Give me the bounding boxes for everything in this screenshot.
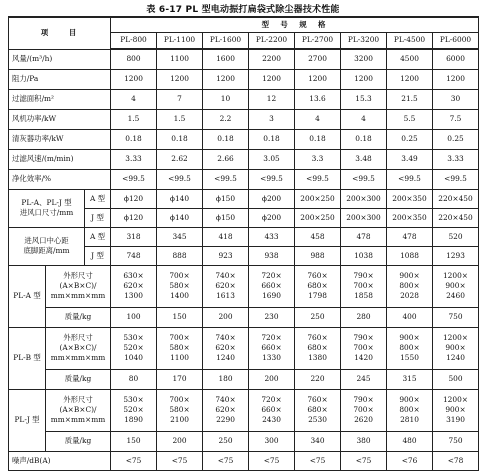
row-label: 风量/(m³/h): [9, 49, 111, 69]
dim-b: 660×: [261, 343, 282, 352]
dim-cell: [249, 327, 295, 369]
cell: 21.5: [387, 89, 433, 109]
cell: 1038: [341, 246, 387, 265]
dim-a: 530×: [123, 395, 144, 404]
dim-cell: [111, 389, 157, 431]
dim-cell: [111, 327, 157, 369]
dim-cell: [203, 327, 249, 369]
cell: 4: [111, 89, 157, 109]
cell: <78: [433, 451, 479, 470]
cell: 1200: [387, 69, 433, 89]
cell: 180: [203, 369, 249, 389]
cell: ϕ200: [249, 208, 295, 227]
dim-b: 700×: [353, 281, 374, 290]
table-row: [9, 169, 479, 189]
dim-a: 900×: [399, 395, 420, 404]
cell: 4: [341, 109, 387, 129]
table-row: [9, 327, 479, 369]
table-row: [9, 369, 479, 389]
dim-cell: [387, 327, 433, 369]
dim-cell: [157, 265, 203, 307]
cell: 250: [203, 431, 249, 451]
model-block-label: PL-J 型: [9, 389, 46, 451]
cell: ϕ200: [249, 189, 295, 208]
cell: 1200: [203, 69, 249, 89]
dim-label-line: (A×B×C)/: [59, 343, 97, 352]
item-header: 项 目: [9, 17, 111, 49]
table-row: [9, 389, 479, 431]
cell: 3.33: [433, 149, 479, 169]
cell: 318: [111, 227, 157, 246]
cell: 220×450: [433, 208, 479, 227]
dim-c: 2290: [216, 415, 235, 424]
dim-b: 660×: [261, 281, 282, 290]
cell: 2700: [295, 49, 341, 69]
dim-b: 620×: [215, 405, 236, 414]
dim-b: 660×: [261, 405, 282, 414]
cell: 200×300: [341, 208, 387, 227]
cell: 3.3: [295, 149, 341, 169]
cell: 2200: [249, 49, 295, 69]
dim-c: 1240: [216, 353, 235, 362]
cell: 15.3: [341, 89, 387, 109]
dim-c: 3190: [446, 415, 465, 424]
cell: 5.5: [387, 109, 433, 129]
dim-c: 1798: [308, 291, 327, 300]
dim-b: 620×: [215, 343, 236, 352]
model-header: PL-2700: [295, 32, 341, 49]
dim-c: 2460: [446, 291, 465, 300]
spec-table: [8, 16, 479, 471]
cell: 3.33: [111, 149, 157, 169]
dim-c: 1040: [124, 353, 143, 362]
dim-cell: [341, 265, 387, 307]
dim-label: [46, 327, 111, 369]
dim-c: 2028: [400, 291, 419, 300]
cell: 315: [387, 369, 433, 389]
model-header: PL-1600: [203, 32, 249, 49]
dim-b: 580×: [169, 281, 190, 290]
model-header: PL-2200: [249, 32, 295, 49]
cell: 80: [111, 369, 157, 389]
table-row: [9, 109, 479, 129]
dim-a: 760×: [307, 271, 328, 280]
cell: <99.5: [157, 169, 203, 189]
table-row: [9, 189, 479, 208]
dim-cell: [433, 265, 479, 307]
table-row: [9, 49, 479, 69]
dim-cell: [203, 265, 249, 307]
cell: <99.5: [433, 169, 479, 189]
cell: 4: [295, 109, 341, 129]
cell: 220×450: [433, 189, 479, 208]
row-label: 净化效率/%: [9, 169, 111, 189]
cell: 200: [157, 431, 203, 451]
dim-c: 1890: [124, 415, 143, 424]
table-row: [9, 149, 479, 169]
dim-c: 2620: [354, 415, 373, 424]
cell: 500: [433, 369, 479, 389]
cell: 4500: [387, 49, 433, 69]
dim-cell: [387, 265, 433, 307]
dim-b: 620×: [215, 281, 236, 290]
cell: 2.2: [203, 109, 249, 129]
cell: 150: [157, 307, 203, 327]
dim-b: 680×: [307, 405, 328, 414]
dim-a: 700×: [169, 271, 190, 280]
dim-cell: [203, 389, 249, 431]
cell: 1200: [341, 69, 387, 89]
cell: 200×350: [387, 189, 433, 208]
cell: 3200: [341, 49, 387, 69]
dim-c: 2530: [308, 415, 327, 424]
dim-cell: [433, 327, 479, 369]
cell: ϕ150: [203, 208, 249, 227]
model-block-label: PL-B 型: [9, 327, 46, 389]
dim-a: 790×: [353, 333, 374, 342]
cell: 2.62: [157, 149, 203, 169]
cell: 13.6: [295, 89, 341, 109]
cell: 200×250: [295, 189, 341, 208]
dim-a: 900×: [399, 271, 420, 280]
cell: <75: [111, 451, 157, 470]
dim-cell: [249, 265, 295, 307]
inlet-size-label-1: PL-A、PL-J 型: [21, 198, 72, 207]
table-row: [9, 451, 479, 470]
cell: 1088: [387, 246, 433, 265]
model-block-label: PL-A 型: [9, 265, 46, 327]
dim-b: 900×: [445, 343, 466, 352]
dim-b: 900×: [445, 405, 466, 414]
dim-cell: [111, 265, 157, 307]
dim-a: 790×: [353, 395, 374, 404]
row-label: 风机功率/kW: [9, 109, 111, 129]
dim-cell: [295, 327, 341, 369]
cell: 800: [111, 49, 157, 69]
table-row: [9, 129, 479, 149]
cell: 478: [341, 227, 387, 246]
dim-cell: [433, 389, 479, 431]
cell: 3.05: [249, 149, 295, 169]
cell: 0.18: [111, 129, 157, 149]
cell: 300: [249, 431, 295, 451]
cell: 200: [249, 369, 295, 389]
cell: ϕ140: [157, 208, 203, 227]
cell: 0.18: [157, 129, 203, 149]
cell: 340: [295, 431, 341, 451]
cell: ϕ140: [157, 189, 203, 208]
dim-label-line: (A×B×C)/: [59, 281, 97, 290]
dim-c: 1380: [308, 353, 327, 362]
dim-c: 1613: [216, 291, 235, 300]
cell: 100: [111, 307, 157, 327]
cell: <99.5: [341, 169, 387, 189]
dim-b: 520×: [123, 343, 144, 352]
cell: 3: [249, 109, 295, 129]
cell: 12: [249, 89, 295, 109]
cell: 200×350: [387, 208, 433, 227]
table-row: [9, 307, 479, 327]
dim-c: 1330: [262, 353, 281, 362]
cell: 1.5: [111, 109, 157, 129]
model-header: PL-800: [111, 32, 157, 49]
dim-c: 2100: [170, 415, 189, 424]
cell: 7: [157, 89, 203, 109]
cell: 1100: [157, 49, 203, 69]
dim-c: 1300: [124, 291, 143, 300]
dim-a: 740×: [215, 333, 236, 342]
cell: <75: [341, 451, 387, 470]
row-label: 过滤面积/m²: [9, 89, 111, 109]
row-label: 清灰器功率/kW: [9, 129, 111, 149]
dim-label-line: mm×mm×mm: [50, 291, 106, 300]
dim-a: 720×: [261, 271, 282, 280]
cell: 0.18: [203, 129, 249, 149]
dim-label-line: mm×mm×mm: [50, 415, 106, 424]
cell: 345: [157, 227, 203, 246]
dim-b: 620×: [123, 281, 144, 290]
cell: 30: [433, 89, 479, 109]
cell: <75: [157, 451, 203, 470]
cell: 1200: [433, 69, 479, 89]
type-label: A 型: [85, 227, 111, 246]
type-label: A 型: [85, 189, 111, 208]
cell: 220: [295, 369, 341, 389]
dim-c: 1240: [446, 353, 465, 362]
cell: 480: [387, 431, 433, 451]
cell: 380: [341, 431, 387, 451]
cell: 520: [433, 227, 479, 246]
cell: 888: [157, 246, 203, 265]
dim-a: 760×: [307, 395, 328, 404]
cell: 3.49: [387, 149, 433, 169]
dim-b: 580×: [169, 405, 190, 414]
dim-b: 580×: [169, 343, 190, 352]
cell: 1200: [111, 69, 157, 89]
cell: 200×250: [295, 208, 341, 227]
dim-a: 630×: [123, 271, 144, 280]
cell: 1600: [203, 49, 249, 69]
cell: 1200: [295, 69, 341, 89]
cell: 1293: [433, 246, 479, 265]
cell: 250: [295, 307, 341, 327]
dim-a: 700×: [169, 395, 190, 404]
cell: <76: [387, 451, 433, 470]
table-row: [9, 431, 479, 451]
dim-label: [46, 389, 111, 431]
cell: 2.66: [203, 149, 249, 169]
table-row: [9, 265, 479, 307]
row-label: 阻力/Pa: [9, 69, 111, 89]
dim-b: 680×: [307, 343, 328, 352]
model-header: PL-1100: [157, 32, 203, 49]
cell: 150: [111, 431, 157, 451]
cell: 418: [203, 227, 249, 246]
dim-b: 520×: [123, 405, 144, 414]
dim-cell: [157, 389, 203, 431]
cell: 750: [433, 431, 479, 451]
dim-cell: [295, 389, 341, 431]
dim-c: 1690: [262, 291, 281, 300]
dim-c: 1420: [354, 353, 373, 362]
row-label: [9, 227, 85, 265]
cell: 748: [111, 246, 157, 265]
dim-label-line: (A×B×C)/: [59, 405, 97, 414]
cell: 400: [387, 307, 433, 327]
dim-label-line: mm×mm×mm: [50, 353, 106, 362]
cell: 0.25: [387, 129, 433, 149]
mass-label: 质量/kg: [46, 369, 111, 389]
model-header: PL-3200: [341, 32, 387, 49]
dim-b: 700×: [353, 405, 374, 414]
dim-b: 900×: [445, 281, 466, 290]
cell: <99.5: [111, 169, 157, 189]
dim-cell: [295, 265, 341, 307]
cell: <75: [295, 451, 341, 470]
dim-a: 530×: [123, 333, 144, 342]
dim-label-line: 外形尺寸: [63, 271, 93, 280]
cell: 478: [387, 227, 433, 246]
table-row: [9, 89, 479, 109]
inlet-size-label-2: 进风口尺寸/mm: [19, 208, 74, 217]
row-label: 噪声/dB(A): [9, 451, 111, 470]
dim-cell: [249, 389, 295, 431]
dim-b: 800×: [399, 281, 420, 290]
cell: 0.25: [433, 129, 479, 149]
dim-a: 720×: [261, 333, 282, 342]
cell: 458: [295, 227, 341, 246]
dim-b: 700×: [353, 343, 374, 352]
inlet-height-label-1: 进风口中心距: [24, 236, 69, 245]
dim-b: 800×: [399, 343, 420, 352]
dim-a: 760×: [307, 333, 328, 342]
dim-label-line: 外形尺寸: [63, 395, 93, 404]
dim-a: 1200×: [442, 395, 468, 404]
cell: <75: [203, 451, 249, 470]
cell: ϕ150: [203, 189, 249, 208]
mass-label: 质量/kg: [46, 307, 111, 327]
type-label: J 型: [85, 246, 111, 265]
cell: <99.5: [387, 169, 433, 189]
cell: 200×300: [341, 189, 387, 208]
mass-label: 质量/kg: [46, 431, 111, 451]
cell: 10: [203, 89, 249, 109]
cell: 0.18: [295, 129, 341, 149]
cell: 6000: [433, 49, 479, 69]
cell: 750: [433, 307, 479, 327]
cell: 0.18: [341, 129, 387, 149]
dim-a: 700×: [169, 333, 190, 342]
type-label: J 型: [85, 208, 111, 227]
cell: 200: [203, 307, 249, 327]
cell: 0.18: [249, 129, 295, 149]
cell: 230: [249, 307, 295, 327]
dim-label-line: 外形尺寸: [63, 333, 93, 342]
dim-c: 2810: [400, 415, 419, 424]
cell: 988: [295, 246, 341, 265]
cell: <99.5: [249, 169, 295, 189]
inlet-height-label-2: 底脚距离/mm: [23, 246, 70, 255]
dim-a: 740×: [215, 271, 236, 280]
table-title: 表 6-17 PL 型电动振打扁袋式除尘器技术性能: [146, 5, 340, 15]
dim-cell: [341, 389, 387, 431]
cell: 3.48: [341, 149, 387, 169]
table-row: [9, 227, 479, 246]
cell: <75: [249, 451, 295, 470]
dim-a: 720×: [261, 395, 282, 404]
cell: 170: [157, 369, 203, 389]
cell: 923: [203, 246, 249, 265]
dim-cell: [387, 389, 433, 431]
row-label: 过滤风速/(m/min): [9, 149, 111, 169]
cell: <99.5: [295, 169, 341, 189]
cell: 938: [249, 246, 295, 265]
dim-a: 1200×: [442, 271, 468, 280]
cell: 433: [249, 227, 295, 246]
dim-cell: [341, 327, 387, 369]
cell: 1200: [249, 69, 295, 89]
dim-b: 680×: [307, 281, 328, 290]
cell: ϕ120: [111, 189, 157, 208]
dim-c: 1400: [170, 291, 189, 300]
cell: 245: [341, 369, 387, 389]
dim-a: 790×: [353, 271, 374, 280]
cell: <99.5: [203, 169, 249, 189]
cell: 1200: [157, 69, 203, 89]
dim-c: 1100: [170, 353, 189, 362]
dim-a: 900×: [399, 333, 420, 342]
model-group-header: 型 号 规 格: [111, 17, 479, 32]
dim-a: 1200×: [442, 333, 468, 342]
dim-cell: [157, 327, 203, 369]
dim-c: 1550: [400, 353, 419, 362]
model-header: PL-6000: [433, 32, 479, 49]
dim-c: 2430: [262, 415, 281, 424]
cell: 280: [341, 307, 387, 327]
model-header: PL-4500: [387, 32, 433, 49]
row-label: [9, 189, 85, 227]
table-row: [9, 69, 479, 89]
dim-label: [46, 265, 111, 307]
cell: ϕ120: [111, 208, 157, 227]
dim-b: 800×: [399, 405, 420, 414]
dim-a: 740×: [215, 395, 236, 404]
dim-c: 1858: [354, 291, 373, 300]
cell: 1.5: [157, 109, 203, 129]
cell: 7.5: [433, 109, 479, 129]
